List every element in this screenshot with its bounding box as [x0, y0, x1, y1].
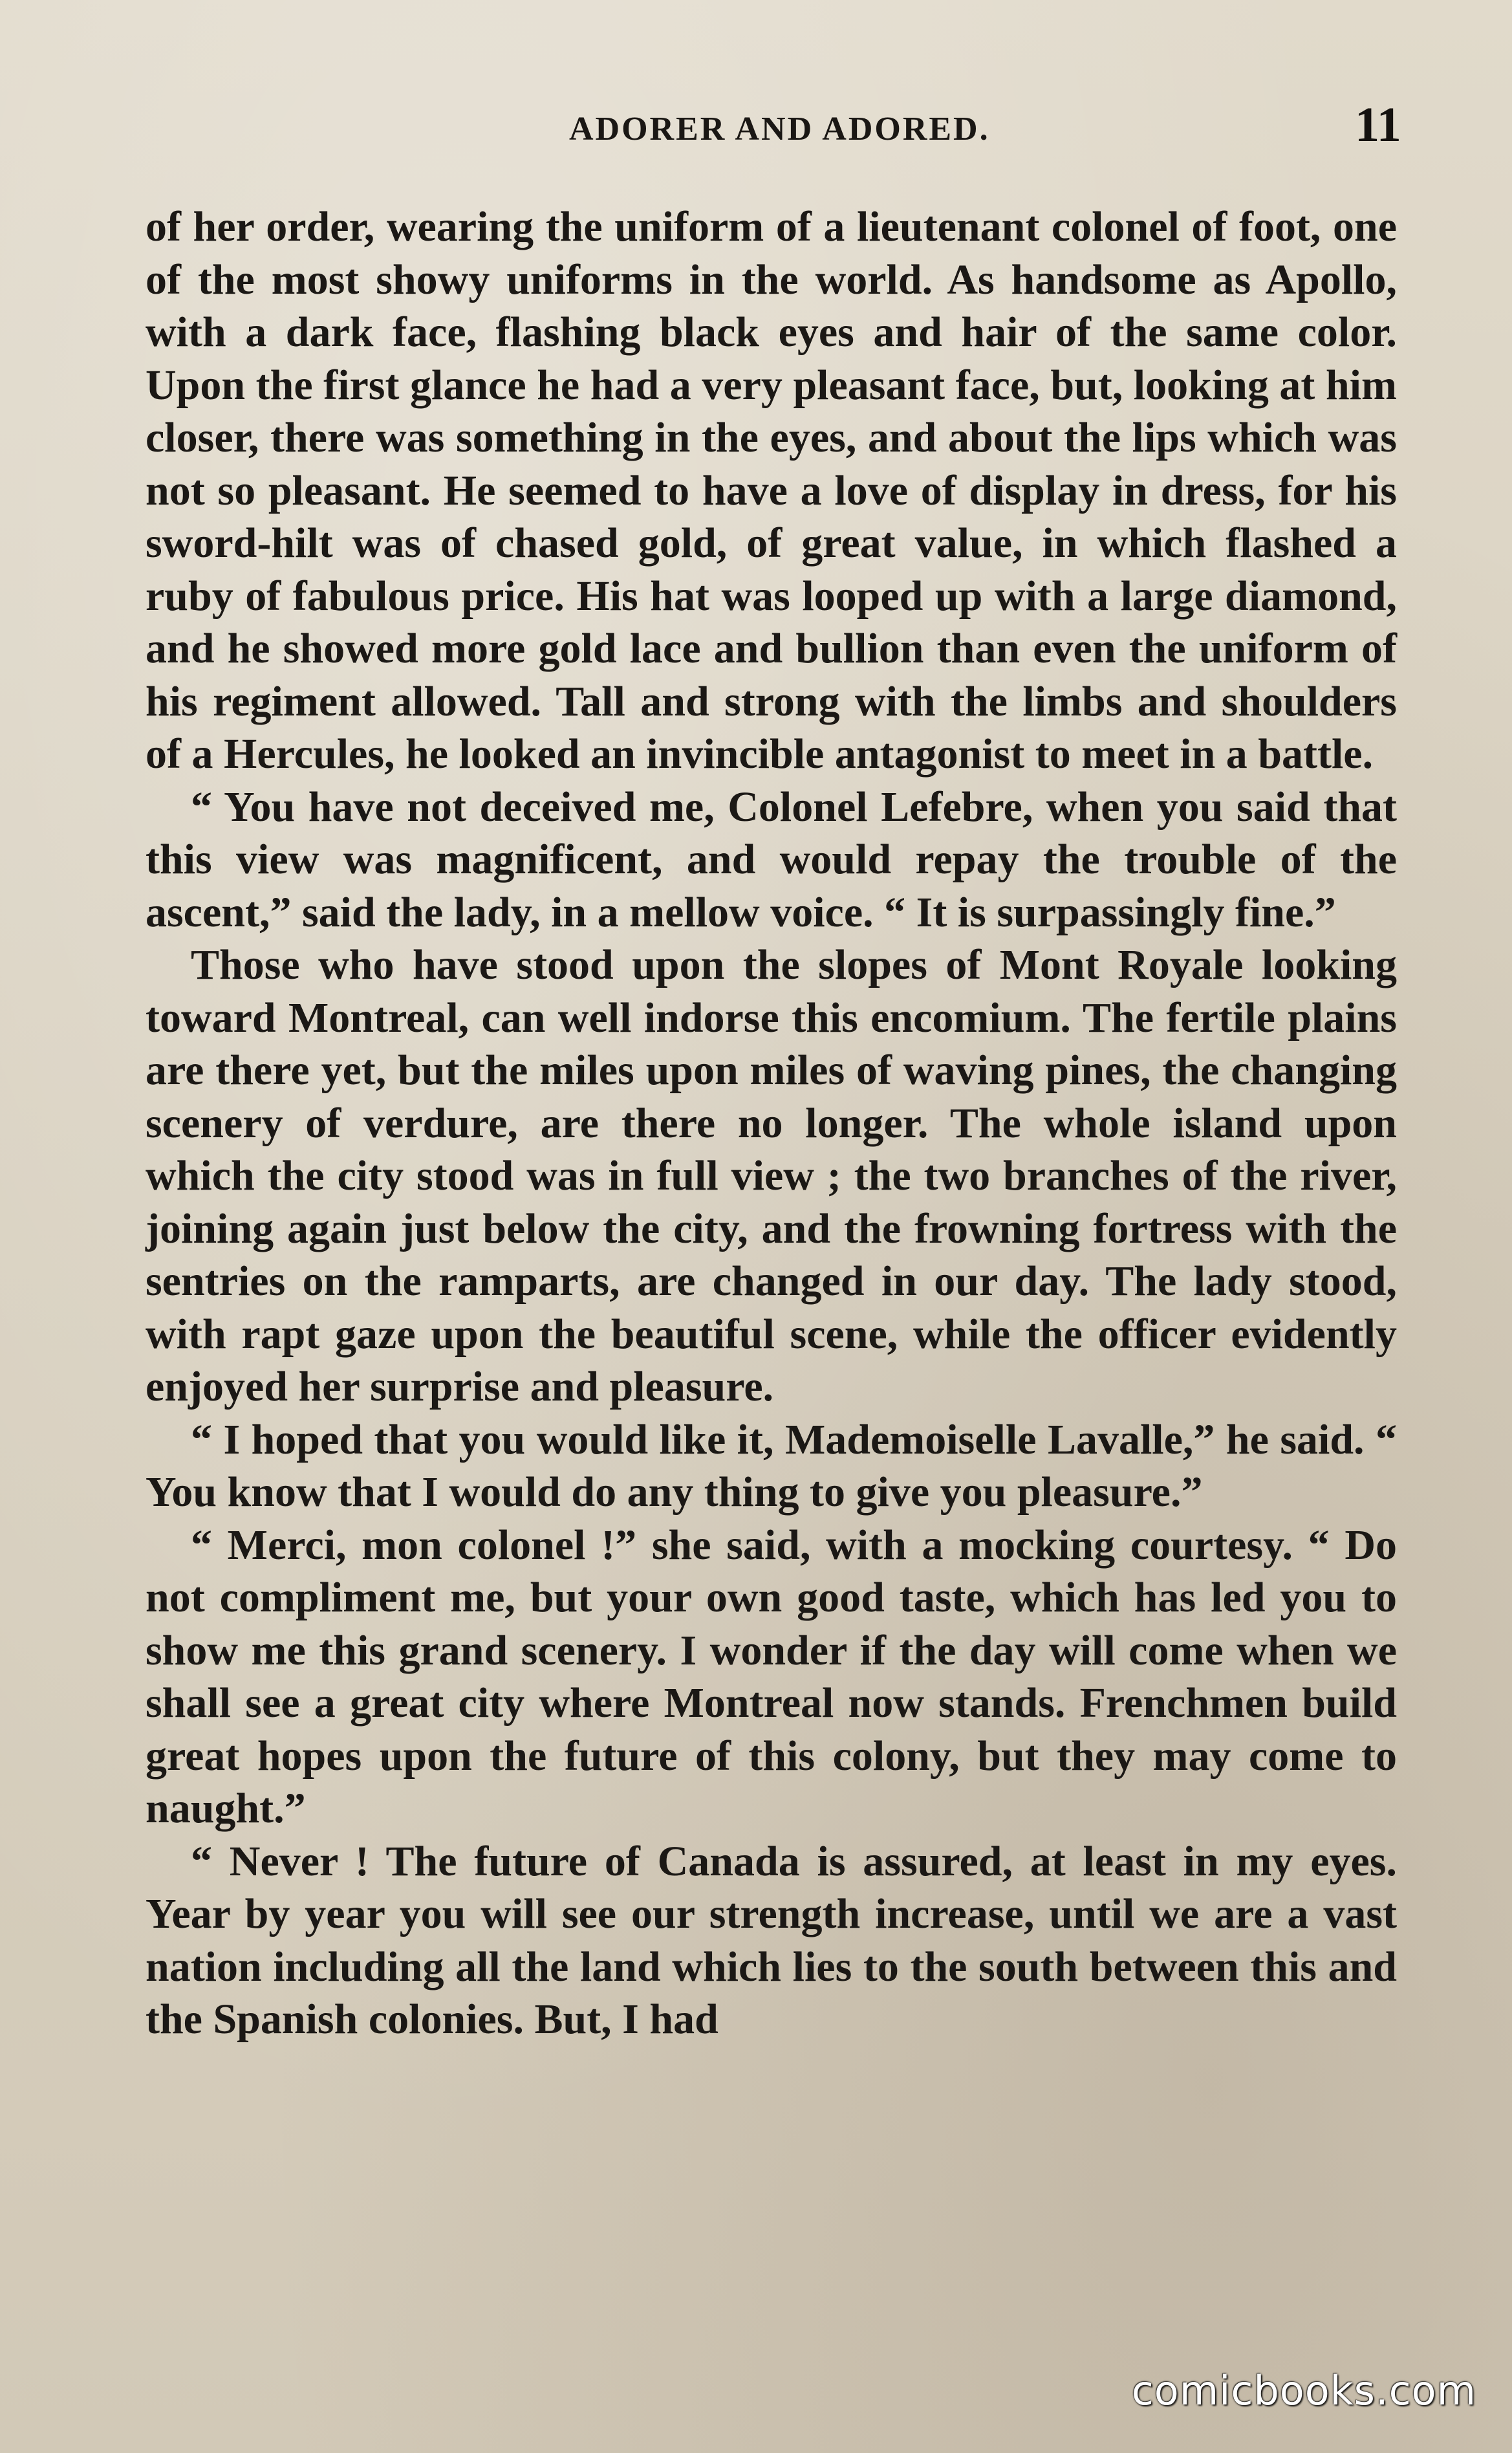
page-number: 11	[1355, 98, 1401, 152]
paragraph: of her order, wearing the uniform of a lieutenant colonel of foot, one of the most showy uniforms in the world. As handsome as Apollo, with a dark face, flashing black eyes and hair of the same color. Upon the first glance he had a very pleasant face, but, looking at him closer, there was something in the eyes, and about the lips which was not so pleasant. He seemed to have a love of display in dress, for his sword-hilt was of chased gold, of great value, in which flashed a ruby of fabulous price. His hat was looped up with a large diamond, and he showed more gold lace and bullion than even the uniform of his regiment allowed. Tall and strong with the limbs and shoulders of a Hercules, he looked an invincible antagonist to meet in a battle.	[146, 203, 1397, 778]
paragraph: “ Merci, mon colonel !” she said, with a mocking courtesy. “ Do not compliment me, but your own good taste, which has led you to show me this grand scenery. I wonder if the day will come when we shall see a great city where Montreal now stands. Frenchmen build great hopes upon the future of this colony, but they may come to naught.”	[146, 1521, 1397, 1832]
running-title: ADORER AND ADORED.	[569, 111, 990, 147]
paragraph: Those who have stood upon the slopes of Mont Royale looking toward Montreal, can well indorse this encomium. The fertile plains are there yet, but the miles upon miles of waving pines, the changing scenery of verdure, are there no longer. The whole island upon which the city stood was in full view ; the two branches of the river, joining again just below the city, and the frowning fortress with the sentries on the ramparts, are changed in our day. The lady stood, with rapt gaze upon the beautiful scene, while the officer evidently enjoyed her surprise and pleasure.	[146, 941, 1397, 1410]
paragraph: “ I hoped that you would like it, Mademoiselle Lavalle,” he said. “ You know that I would do any thing to give you pleasure.”	[146, 1415, 1397, 1516]
body-text	[146, 201, 1397, 2046]
paragraph: “ You have not deceived me, Colonel Lefebre, when you said that this view was magnificent, and would repay the trouble of the ascent,” said the lady, in a mellow voice. “ It is surpassingly fine.”	[146, 783, 1397, 936]
paragraph: “ Never ! The future of Canada is assured, at least in my eyes. Year by year you will see our strength increase, until we are a vast nation including all the land which lies to the south between this and the Spanish colonies. But, I had	[146, 1837, 1397, 2043]
watermark: comicbooks.com	[1131, 2367, 1476, 2414]
